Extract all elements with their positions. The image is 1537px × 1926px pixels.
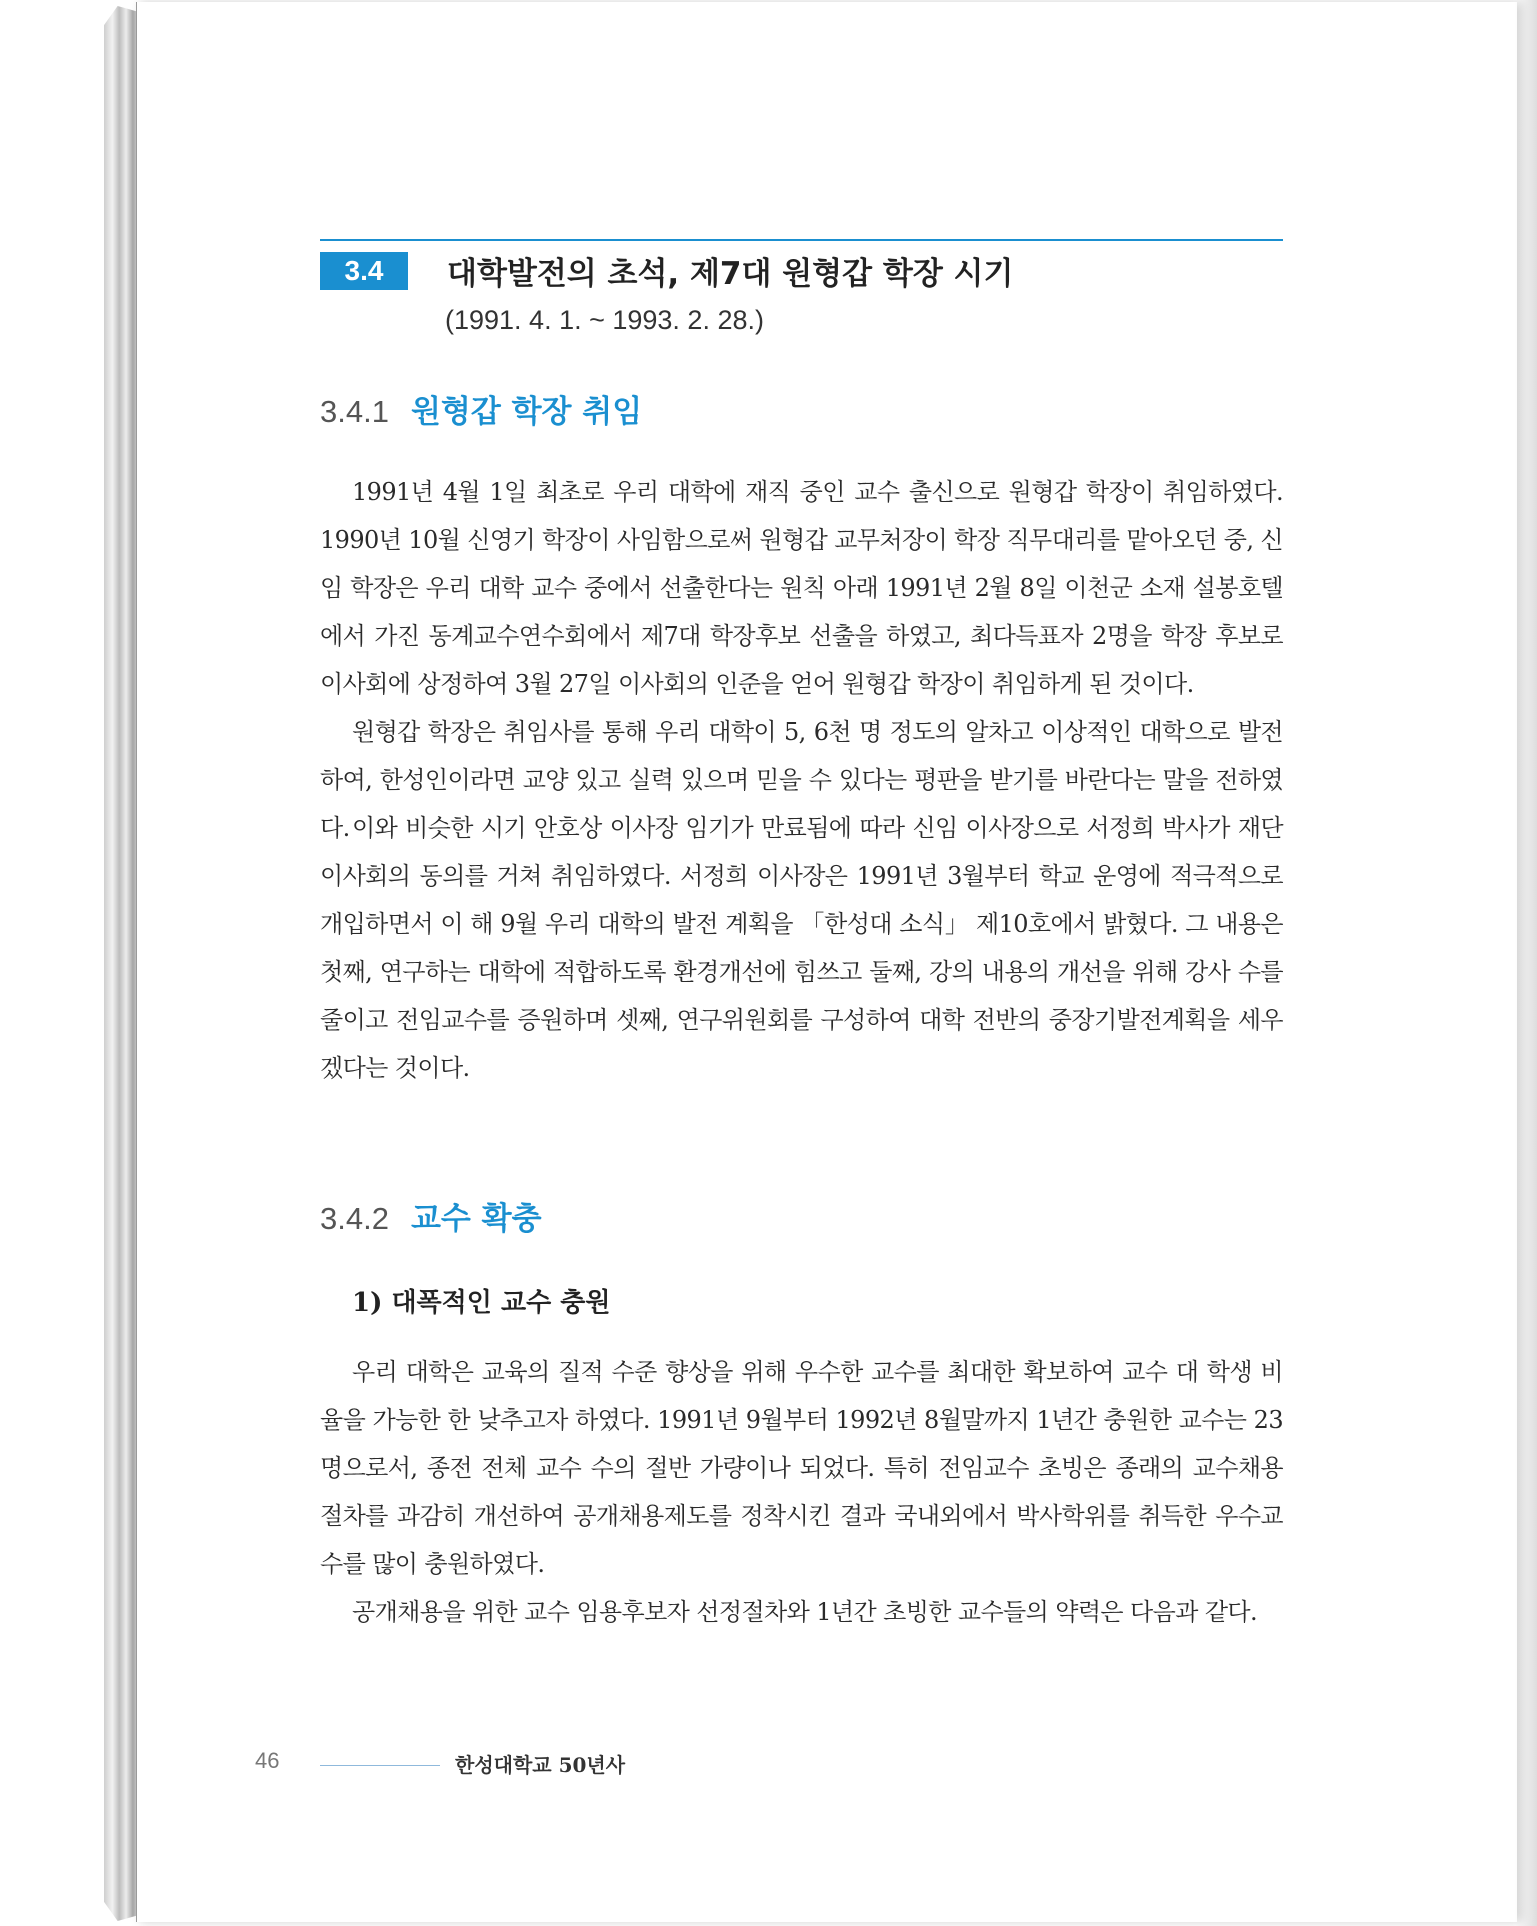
page-shadow — [1515, 0, 1537, 1926]
paragraph: 우리 대학은 교육의 질적 수준 향상을 위해 우수한 교수를 최대한 확보하여 교수 대 학생 비율을 가능한 한 낮추고자 하였다. 1991년 9월부터 1992년 8월말까지 1년간 충원한 교수는 23명으로서, 종전 전체 교수 수의 절반 가량이나 되었다. 특히 전임교수 초빙은 종래의 교수채용 절차를 과감히 개선하여 공개채용제도를 정착시킨 결과 국내외에서 박사학위를 취득한 우수교수를 많이 충원하였다. — [320, 1358, 1283, 1578]
subsection-heading-3-4-1 — [320, 386, 642, 431]
paragraph: 이와 비슷한 시기 안호상 이사장 임기가 만료됨에 따라 신임 이사장으로 서정희 박사가 재단 이사회의 동의를 거쳐 취임하였다. 서정희 이사장은 1991년 3월부터 학교 운영에 적극적으로 개입하면서 이 해 9월 우리 대학의 발전 계획을 「한성대 소식」 제10호에서 밝혔다. 그 내용은 첫째, 연구하는 대학에 적합하도록 환경개선에 힘쓰고 둘째, 강의 내용의 개선을 위해 강사 수를 줄이고 전임교수를 증원하며 셋째, 연구위원회를 구성하여 대학 전반의 중장기발전계획을 세우겠다는 것이다. — [320, 814, 1283, 1082]
section-number-badge: 3.4 — [320, 252, 408, 290]
item-heading: 1) 대폭적인 교수 충원 — [352, 1288, 611, 1318]
subsection-number: 3.4.1 — [320, 394, 389, 429]
section-dates: (1991. 4. 1. ~ 1993. 2. 28.) — [445, 305, 764, 335]
paragraph: 원형갑 학장은 취임사를 통해 우리 대학이 5, 6천 명 정도의 알차고 이상적인 대학으로 발전하여, 한성인이라면 교양 있고 실력 있으며 믿을 수 있다는 평판을 받기를 바란다는 말을 전하였다. — [320, 718, 1283, 842]
paragraph: 1991년 4월 1일 최초로 우리 대학에 재직 중인 교수 출신으로 원형갑 학장이 취임하였다. 1990년 10월 신영기 학장이 사임함으로써 원형갑 교무처장이 학장 직무대리를 맡아오던 중, 신임 학장은 우리 대학 교수 중에서 선출한다는 원칙 아래 1991년 2월 8일 이천군 소재 설봉호텔에서 가진 동계교수연수회에서 제7대 학장후보 선출을 하였고, 최다득표자 2명을 학장 후보로 이사회에 상정하여 3월 27일 이사회의 인준을 얻어 원형갑 학장이 취임하게 된 것이다. — [320, 478, 1283, 698]
subsection-number: 3.4.2 — [320, 1201, 389, 1236]
subsection-title: 교수 확충 — [410, 1201, 542, 1237]
paragraph: 공개채용을 위한 교수 임용후보자 선정절차와 1년간 초빙한 교수들의 약력은 다음과 같다. — [352, 1598, 1258, 1626]
footer-rule — [320, 1765, 440, 1766]
subsection-heading-3-4-2 — [320, 1193, 542, 1238]
running-footer-title: 한성대학교 50년사 — [455, 1753, 626, 1777]
page-number: 46 — [255, 1748, 280, 1773]
book-page-edge — [104, 6, 138, 1921]
subsection-title: 원형갑 학장 취임 — [410, 394, 643, 430]
section-top-rule — [320, 239, 1283, 241]
section-title: 대학발전의 초석, 제7대 원형갑 학장 시기 — [447, 256, 1014, 292]
